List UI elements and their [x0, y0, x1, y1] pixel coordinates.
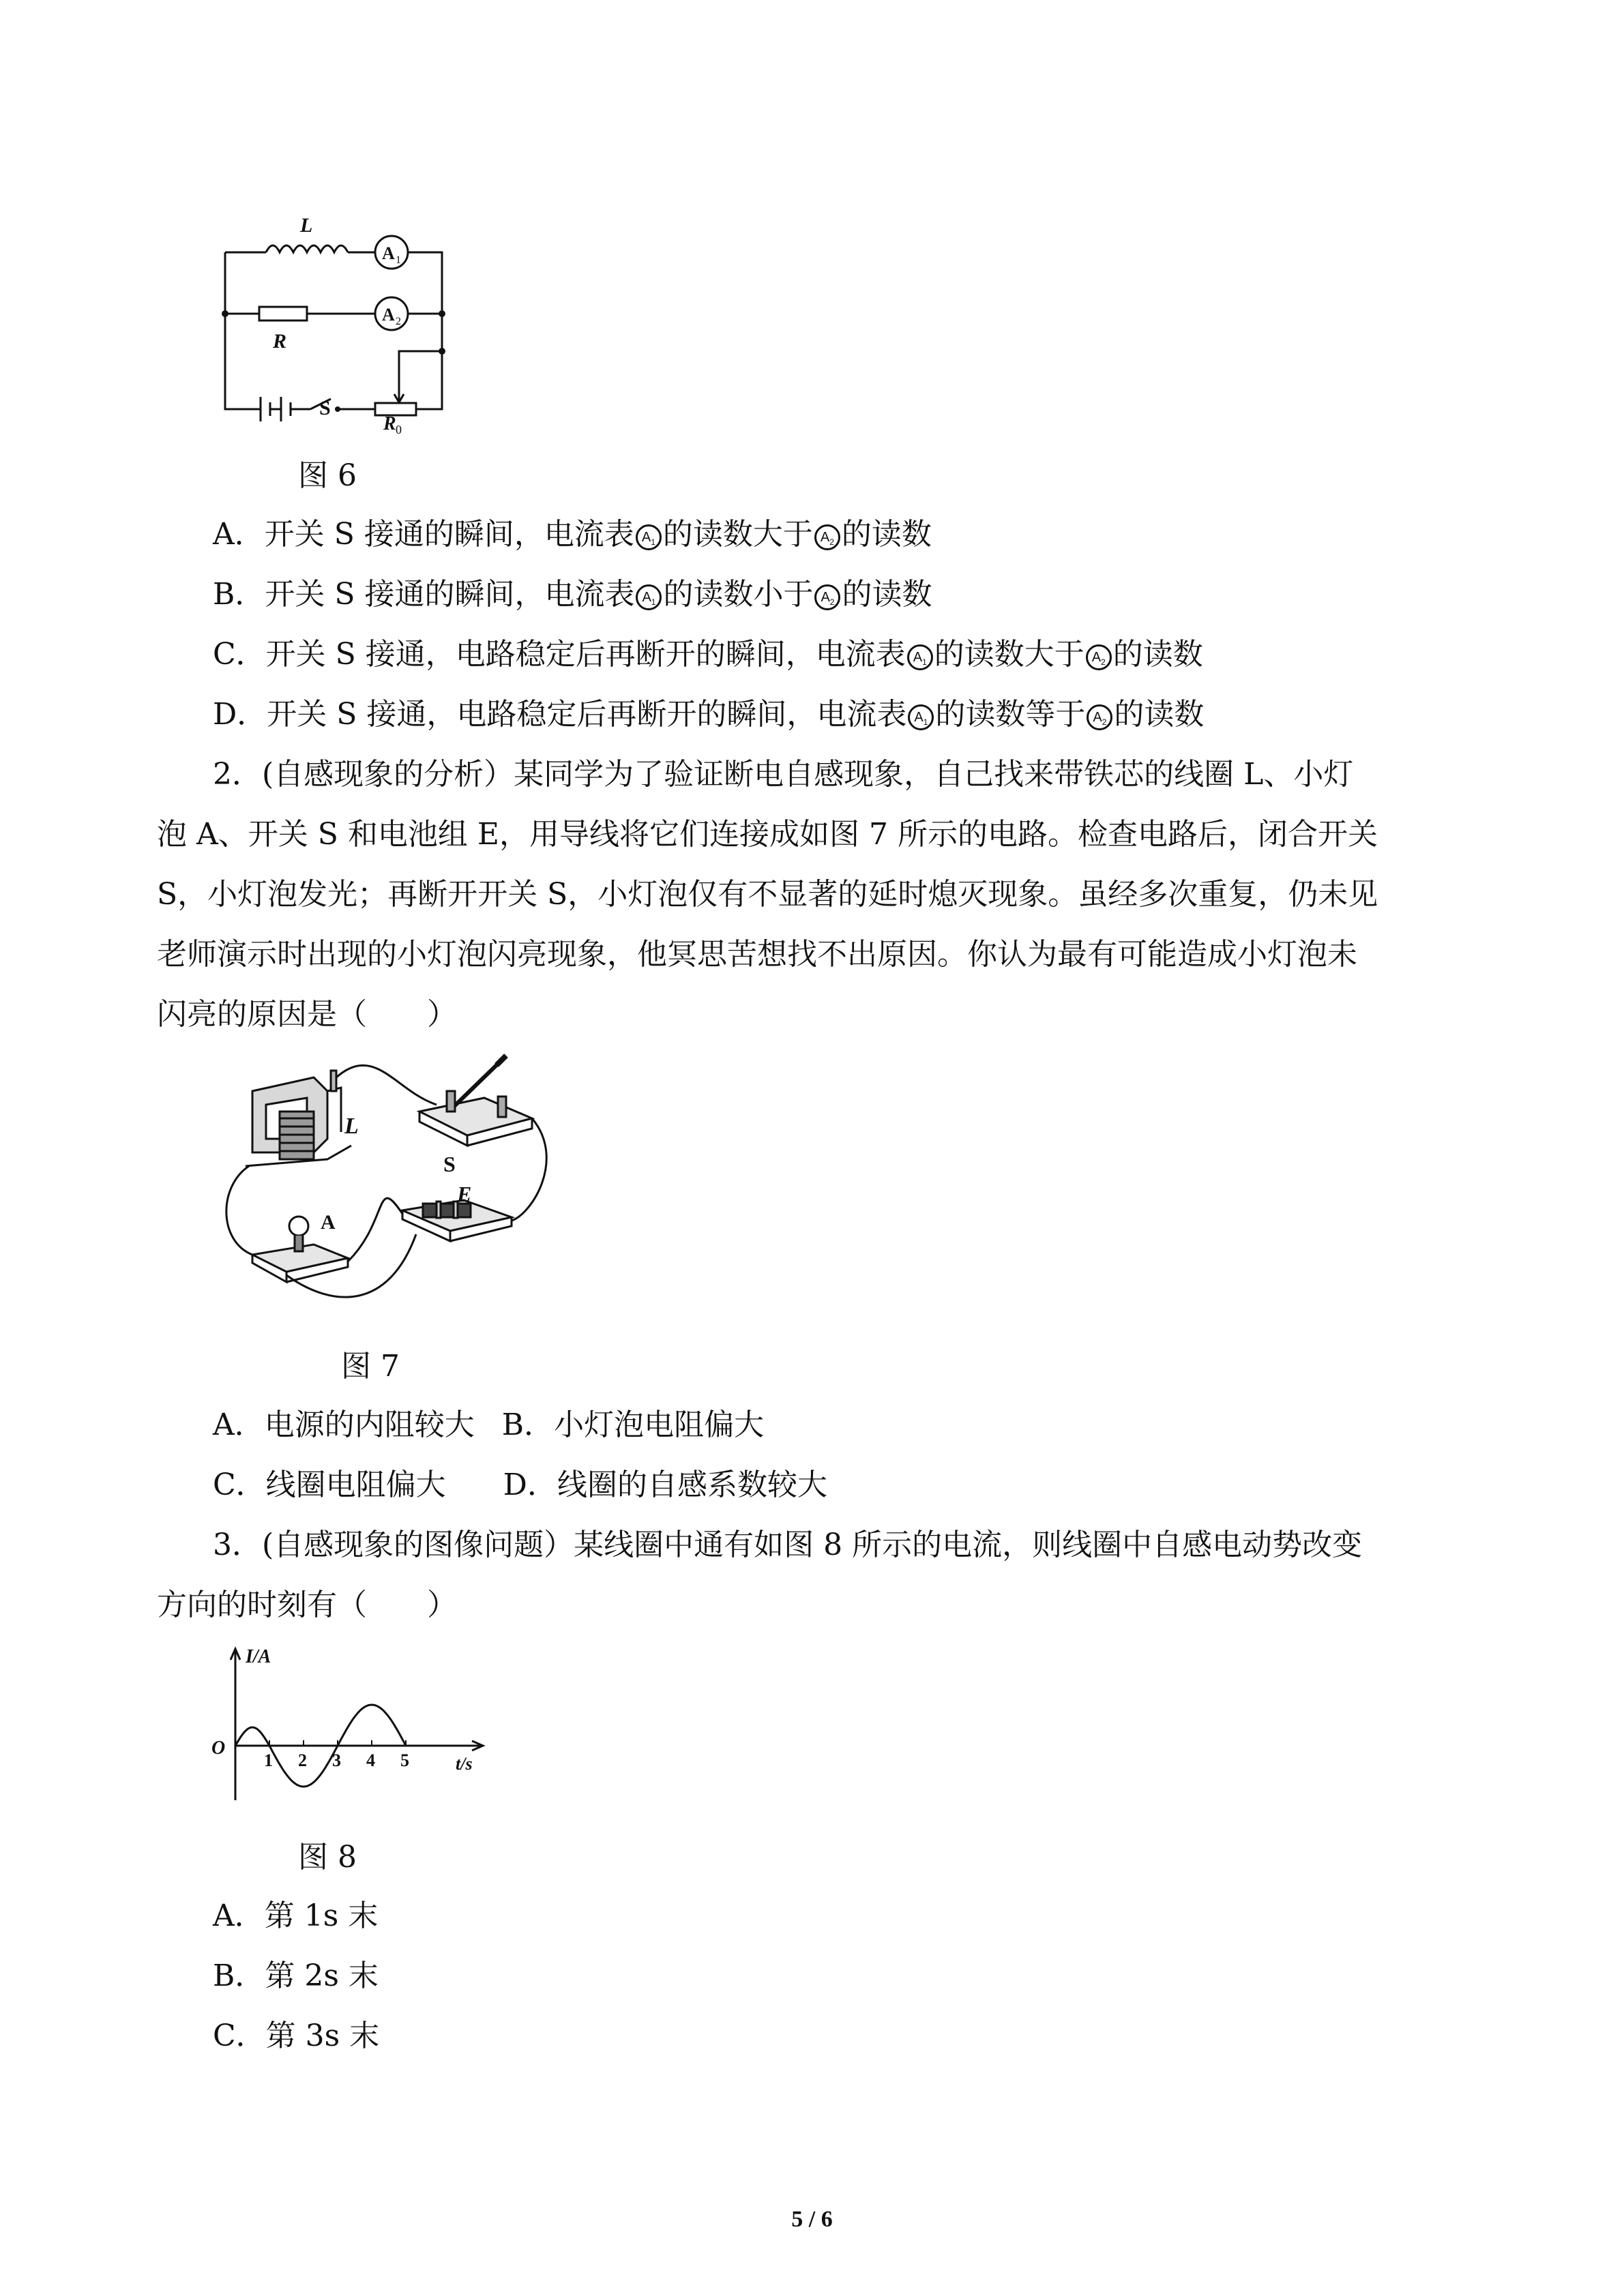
- q3-line-1: 3．(自感现象的图像问题）某线圈中通有如图 8 所示的电流，则线圈中自感电动势改变: [213, 1527, 1363, 1562]
- x-tick-label: 4: [366, 1750, 375, 1770]
- ammeter-a2-icon: $A_2$: [1086, 644, 1112, 670]
- fig6-label-R: R: [273, 330, 287, 353]
- q2-line-4: 老师演示时出现的小灯泡闪亮现象，他冥思苦想找不出原因。你认为最有可能造成小灯泡未: [157, 937, 1357, 972]
- q2-option-c: C．线圈电阻偏大: [213, 1467, 446, 1502]
- q3-option-c: C．第 3s 末: [213, 2018, 380, 2053]
- fig7-label-L: L: [344, 1114, 359, 1139]
- fig7-label-E: E: [457, 1182, 472, 1206]
- x-tick-label: 5: [400, 1750, 409, 1770]
- fig7-label-A: A: [321, 1211, 336, 1234]
- fig7-label-S: S: [443, 1152, 456, 1176]
- ammeter-a1-icon: $A_1$: [907, 644, 933, 670]
- q1-option-a: A．开关 S 接通的瞬间，电流表 $A_1$ 的读数大于 $A_2$ 的读数: [213, 517, 932, 552]
- q1-option-c: C．开关 S 接通，电路稳定后再断开的瞬间，电流表 $A_1$ 的读数大于 $A_2$ 的读数: [213, 637, 1203, 672]
- q3-option-b: B．第 2s 末: [213, 1958, 379, 1993]
- q2-line-5: 闪亮的原因是（ ）: [157, 997, 457, 1032]
- figure-7-caption: 图 7: [341, 1349, 400, 1384]
- figure-6-circuit: [205, 211, 477, 436]
- fig6-label-L: L: [300, 214, 313, 237]
- origin-label: O: [211, 1738, 226, 1759]
- q2-option-d: D．线圈的自感系数较大: [503, 1467, 827, 1502]
- figure-7-apparatus: [211, 1050, 580, 1309]
- figure-8-chart: [205, 1643, 505, 1807]
- figure-6-caption: 图 6: [298, 458, 357, 493]
- q1-option-b: B．开关 S 接通的瞬间，电流表 $A_1$ 的读数小于 $A_2$ 的读数: [213, 577, 932, 612]
- x-tick-label: 2: [298, 1750, 307, 1770]
- x-axis-label: t/s: [456, 1754, 473, 1774]
- fig6-label-A1: A: [382, 243, 395, 263]
- x-tick-label: 3: [332, 1750, 341, 1770]
- q2-options-row-2: [213, 1466, 827, 1504]
- figure-8-caption: 图 8: [298, 1840, 357, 1875]
- ammeter-a2-icon: $A_2$: [814, 584, 840, 610]
- ammeter-a1-icon: $A_1$: [908, 704, 934, 730]
- ammeter-a1-icon: $A_1$: [636, 584, 662, 610]
- fig6-label-R0: R: [383, 413, 396, 434]
- q2-line-1: 2．(自感现象的分析）某同学为了验证断电自感现象，自己找来带铁芯的线圈 L、小灯: [213, 757, 1354, 792]
- fig6-label-R0-sub: 0: [396, 423, 402, 436]
- q1-option-d: D．开关 S 接通，电路稳定后再断开的瞬间，电流表 $A_1$ 的读数等于 $A_2$ 的读数: [213, 697, 1205, 732]
- q3-line-2: 方向的时刻有（ ）: [157, 1587, 457, 1622]
- q2-option-a: A．电源的内阻较大: [213, 1407, 475, 1442]
- fig6-label-A1-sub: 1: [396, 254, 401, 266]
- ammeter-a2-icon: $A_2$: [814, 524, 840, 550]
- y-axis-label: I/A: [246, 1646, 271, 1667]
- q2-line-3: S，小灯泡发光；再断开开关 S，小灯泡仅有不显著的延时熄灭现象。虽经多次重复，仍未见: [157, 877, 1378, 912]
- fig6-label-A2: A: [382, 305, 395, 325]
- ammeter-a1-icon: $A_1$: [636, 524, 662, 550]
- q2-options-row-1: [213, 1406, 764, 1444]
- q2-option-b: B．小灯泡电阻偏大: [501, 1407, 765, 1442]
- x-tick-label: 1: [264, 1750, 273, 1770]
- q3-option-a: A．第 1s 末: [213, 1898, 379, 1933]
- fig6-label-A2-sub: 2: [396, 316, 401, 327]
- fig6-label-S: S: [319, 397, 331, 419]
- ammeter-a2-icon: $A_2$: [1087, 704, 1112, 730]
- q2-line-2: 泡 A、开关 S 和电池组 E，用导线将它们连接成如图 7 所示的电路。检查电路后，闭合开关: [157, 817, 1378, 852]
- page-number: 5 / 6: [791, 2207, 833, 2232]
